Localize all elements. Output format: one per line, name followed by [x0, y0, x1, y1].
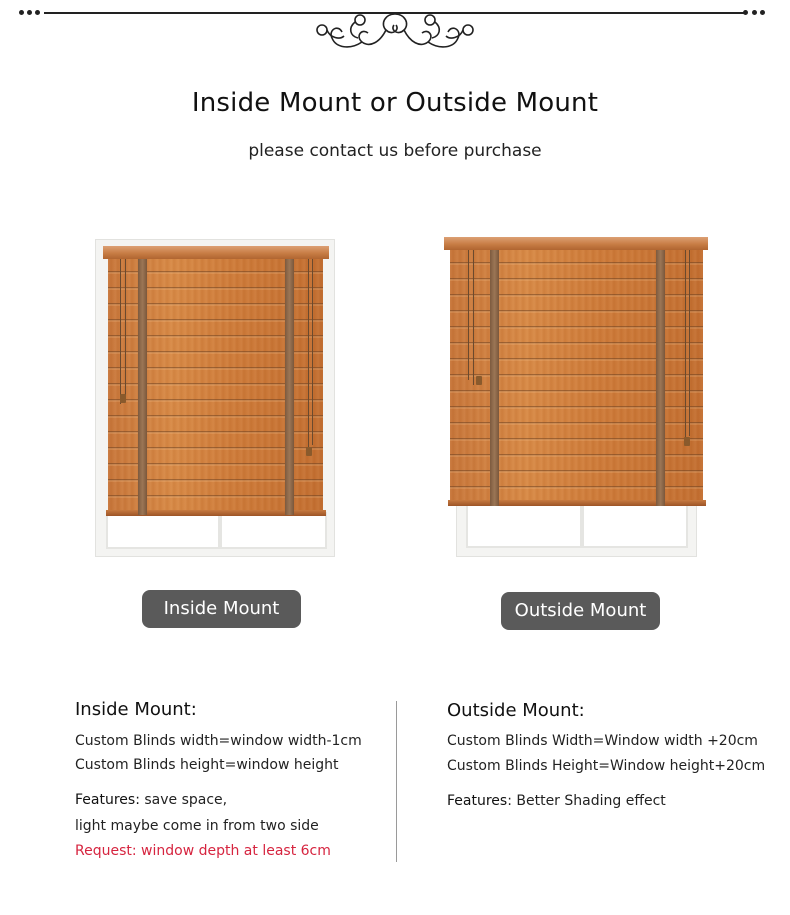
inside-features [75, 792, 227, 808]
inside-mount-heading: Inside Mount: [75, 699, 197, 720]
pull-cord [473, 250, 474, 385]
ladder-tape [490, 250, 499, 506]
tilt-cord [312, 259, 313, 445]
scroll-ornament-icon [300, 8, 490, 56]
outside-features [447, 793, 666, 809]
rule-dot [27, 10, 32, 15]
tilt-cord [308, 259, 309, 449]
pull-cord [468, 250, 469, 380]
ladder-tape [138, 259, 147, 515]
tilt-cord [689, 250, 690, 436]
outside-width-formula: Custom Blinds Width=Window width +20cm [447, 733, 758, 749]
rule-dot [760, 10, 765, 15]
rule-dot [19, 10, 24, 15]
cord-tassel [306, 447, 312, 456]
features-value: save space, [139, 792, 228, 808]
window-pane [106, 512, 220, 549]
rule-dot [35, 10, 40, 15]
inside-mount-button[interactable]: Inside Mount [142, 590, 301, 628]
pull-cord [120, 259, 121, 404]
window-pane [582, 502, 688, 548]
rule-dot [743, 10, 748, 15]
cord-tassel [684, 437, 690, 446]
inside-width-formula: Custom Blinds width=window width-1cm [75, 733, 362, 749]
request-label: Request [75, 843, 132, 859]
features-label: Features [447, 793, 508, 809]
bottom-rail [448, 500, 706, 506]
features-value: : Better Shading effect [507, 793, 666, 809]
outside-height-formula: Custom Blinds Height=Window height+20cm [447, 758, 766, 774]
cord-tassel [476, 376, 482, 385]
rule-dot [752, 10, 757, 15]
outside-mount-button[interactable]: Outside Mount [501, 592, 660, 630]
pull-cord [125, 259, 126, 399]
valance [444, 237, 708, 250]
valance [103, 246, 329, 259]
outside-mount-heading: Outside Mount: [447, 700, 585, 721]
features-label: Features: [75, 792, 140, 808]
inside-features-line2: light maybe come in from two side [75, 818, 319, 834]
tilt-cord [685, 250, 686, 440]
window-pane [220, 512, 327, 549]
page-title: Inside Mount or Outside Mount [191, 88, 599, 118]
page-subtitle: please contact us before purchase [248, 141, 542, 161]
ladder-tape [285, 259, 294, 515]
wood-slats [450, 249, 703, 503]
inside-request [75, 843, 331, 859]
ladder-tape [656, 250, 665, 506]
column-divider [396, 701, 397, 862]
cord-tassel [120, 394, 126, 403]
window-pane [466, 502, 582, 548]
request-value: : window depth at least 6cm [131, 843, 331, 859]
inside-height-formula: Custom Blinds height=window height [75, 757, 339, 773]
